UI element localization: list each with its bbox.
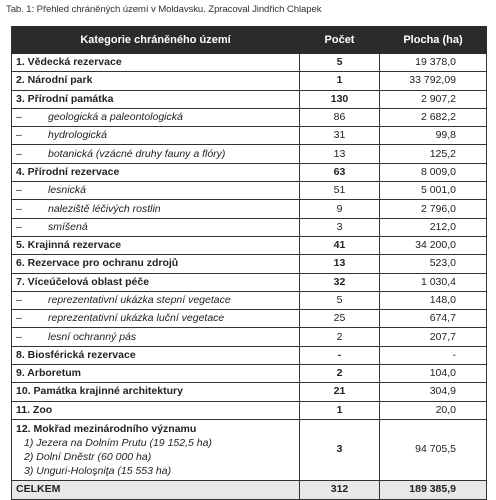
total-count: 312 — [300, 480, 380, 499]
row-label: 9. Arboretum — [16, 367, 81, 380]
row-category — [12, 127, 300, 145]
row-category — [12, 310, 300, 328]
table-row — [12, 255, 487, 273]
table-row — [12, 401, 487, 419]
row-label: 4. Přírodní rezervace — [16, 165, 120, 178]
row-area: 207,7 — [380, 328, 487, 346]
header-area: Plocha (ha) — [380, 27, 487, 54]
row-label: reprezentativní ukázka stepní vegetace — [48, 294, 231, 306]
row-area: 523,0 — [380, 255, 487, 273]
row-area: 99,8 — [380, 127, 487, 145]
subitem-dash: – — [16, 202, 22, 215]
row-area: 33 792,09 — [380, 72, 487, 90]
row-count: 21 — [300, 383, 380, 401]
row-area: 304,9 — [380, 383, 487, 401]
row-label: 11. Zoo — [16, 403, 53, 416]
wetland-site: 1) Jezera na Dolním Prutu (19 152,5 ha) — [24, 436, 212, 449]
subitem-dash: – — [16, 111, 22, 124]
row-label: 8. Biosférická rezervace — [16, 348, 136, 361]
row-label: smíšená — [48, 220, 88, 233]
row-label: 1. Vědecká rezervace — [16, 56, 122, 69]
row-count: 2 — [300, 328, 380, 346]
row-area: 5 001,0 — [380, 182, 487, 200]
row-category — [12, 291, 300, 309]
table-row — [12, 72, 487, 90]
table-row — [12, 200, 487, 218]
row-label: lesnická — [48, 184, 86, 197]
row-count: 9 — [300, 200, 380, 218]
row-category — [12, 365, 300, 383]
row-count: 2 — [300, 365, 380, 383]
wetland-site: 2) Dolní Dněstr (60 000 ha) — [24, 450, 152, 463]
table-row — [12, 145, 487, 163]
row-area: 148,0 — [380, 291, 487, 309]
table-row — [12, 291, 487, 309]
row-category — [12, 218, 300, 236]
row-count: 86 — [300, 108, 380, 126]
row-count: 3 — [300, 218, 380, 236]
subitem-dash: – — [16, 184, 22, 197]
row-category — [12, 90, 300, 108]
table-row — [12, 383, 487, 401]
table-row — [12, 127, 487, 145]
row-label: hydrologická — [48, 129, 107, 142]
wetland-site: 3) Unguri-Holoşniţa (15 553 ha) — [24, 464, 172, 477]
row-count: - — [300, 346, 380, 364]
row-area: 2 907,2 — [380, 90, 487, 108]
row-count: 5 — [300, 54, 380, 72]
row-label: 12. Mokřad mezinárodního významu — [16, 422, 197, 435]
row-count: 31 — [300, 127, 380, 145]
table-row — [12, 218, 487, 236]
row-count: 130 — [300, 90, 380, 108]
row-count: 3 — [300, 419, 380, 480]
row-area: 104,0 — [380, 365, 487, 383]
subitem-dash: – — [16, 220, 22, 233]
row-area: 8 009,0 — [380, 163, 487, 181]
subitem-dash: – — [16, 294, 22, 306]
table-row — [12, 182, 487, 200]
row-label: 7. Víceúčelová oblast péče — [16, 275, 150, 288]
table-row — [12, 90, 487, 108]
row-count: 13 — [300, 145, 380, 163]
subitem-dash: – — [16, 312, 22, 325]
row-category — [12, 401, 300, 419]
protected-areas-table — [11, 26, 487, 500]
row-category — [12, 145, 300, 163]
row-area: 20,0 — [380, 401, 487, 419]
row-category — [12, 383, 300, 401]
table-row — [12, 54, 487, 72]
row-label: 3. Přírodní památka — [16, 92, 114, 105]
row-area: - — [380, 346, 487, 364]
row-count: 41 — [300, 236, 380, 254]
table-body — [12, 54, 487, 500]
row-category — [12, 108, 300, 126]
row-count: 32 — [300, 273, 380, 291]
subitem-dash: – — [16, 330, 22, 343]
row-label: 2. Národní park — [16, 74, 93, 87]
row-area: 94 705,5 — [380, 419, 487, 480]
row-area: 34 200,0 — [380, 236, 487, 254]
table-row — [12, 310, 487, 328]
row-category — [12, 236, 300, 254]
table-row — [12, 328, 487, 346]
row-label: 5. Krajinná rezervace — [16, 239, 122, 252]
row-count: 25 — [300, 310, 380, 328]
row-label: 6. Rezervace pro ochranu zdrojů — [16, 257, 179, 270]
row-area: 674,7 — [380, 310, 487, 328]
header-count: Počet — [300, 27, 380, 54]
row-category — [12, 255, 300, 273]
row-category — [12, 273, 300, 291]
row-area: 125,2 — [380, 145, 487, 163]
row-label: geologická a paleontologická — [48, 111, 183, 124]
row-label: botanická (vzácné druhy fauny a flóry) — [48, 147, 226, 160]
table-row — [12, 236, 487, 254]
row-category — [12, 182, 300, 200]
row-label: reprezentativní ukázka luční vegetace — [48, 312, 225, 325]
row-label: lesní ochranný pás — [48, 330, 137, 343]
row-area: 2 682,2 — [380, 108, 487, 126]
header-category: Kategorie chráněného území — [12, 27, 300, 54]
row-label: naleziště léčivých rostlin — [48, 202, 161, 215]
total-area: 189 385,9 — [380, 480, 487, 499]
table-row-total — [12, 480, 487, 499]
table-row — [12, 346, 487, 364]
row-count: 1 — [300, 72, 380, 90]
row-count: 5 — [300, 291, 380, 309]
table-row — [12, 273, 487, 291]
table-row — [12, 108, 487, 126]
table-header-row — [12, 27, 487, 54]
table-row — [12, 365, 487, 383]
row-count: 1 — [300, 401, 380, 419]
row-category — [12, 346, 300, 364]
row-category — [12, 163, 300, 181]
row-area: 19 378,0 — [380, 54, 487, 72]
row-category — [12, 54, 300, 72]
row-label: 10. Památka krajinné architektury — [16, 385, 183, 398]
table-caption: Tab. 1: Přehled chráněných území v Moldavsku. Zpracoval Jindřich Chlapek — [6, 4, 322, 15]
row-count: 13 — [300, 255, 380, 273]
subitem-dash: – — [16, 129, 22, 142]
row-count: 63 — [300, 163, 380, 181]
table-row — [12, 163, 487, 181]
total-label: CELKEM — [12, 480, 300, 499]
row-area: 2 796,0 — [380, 200, 487, 218]
subitem-dash: – — [16, 147, 22, 160]
table-row-wetland — [12, 419, 487, 480]
row-category — [12, 419, 300, 480]
row-category — [12, 72, 300, 90]
row-category — [12, 328, 300, 346]
row-area: 1 030,4 — [380, 273, 487, 291]
row-area: 212,0 — [380, 218, 487, 236]
row-category — [12, 200, 300, 218]
row-count: 51 — [300, 182, 380, 200]
